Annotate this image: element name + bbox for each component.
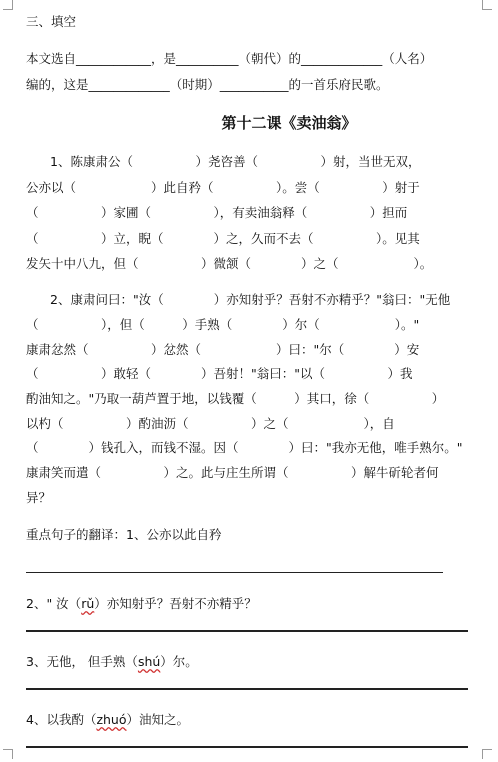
answer-line bbox=[26, 688, 468, 690]
page-corner-mark bbox=[3, 0, 13, 10]
answer-line bbox=[26, 746, 468, 748]
translation-item: 4、以我酌（zhuó）油知之。 bbox=[26, 712, 190, 727]
question-line: 以杓（ ）酌油沥（ ）之（ ），自 bbox=[26, 416, 395, 431]
translation-heading: 重点句子的翻译：1、公亦以此自矜 bbox=[26, 527, 222, 542]
question-line: （ ）钱孔入，而钱不湿。因（ ）曰："我亦无他，唯手熟尔。" bbox=[26, 440, 463, 455]
question-line: （ ）立，睨（ ）之，久而不去（ ）。见其 bbox=[26, 231, 420, 246]
question-line: 康肃忿然（ ）忿然（ ）曰："尔（ ）安 bbox=[26, 342, 420, 357]
question-line: 2、康肃问曰："汝（ ）亦知射乎？吾射不亦精乎？"翁曰："无他 bbox=[50, 292, 451, 307]
question-line: （ ）家圃（ ），有卖油翁释（ ）担而 bbox=[26, 205, 408, 220]
lesson-title: 第十二课《卖油翁》 bbox=[221, 114, 357, 132]
question-line: 公亦以（ ）此自矜（ ）。尝（ ）射于 bbox=[26, 180, 420, 195]
question-line: 发矢十中八九，但（ ）微颔（ ）之（ ）。 bbox=[26, 256, 433, 271]
question-line: 1、陈康肃公（ ）尧咨善（ ）射，当世无双， bbox=[50, 154, 421, 169]
question-line: 酌油知之。"乃取一葫芦置于地，以钱覆（ ）其口，徐（ ） bbox=[26, 391, 445, 406]
question-line: 异？ bbox=[26, 490, 52, 505]
pinyin-annotation: shú bbox=[137, 654, 161, 669]
fill-in-line: 本文选自____________，是__________（朝代）的_____________（人名） bbox=[26, 51, 433, 66]
page-corner-mark bbox=[3, 749, 13, 759]
question-line: 康肃笑而遣（ ）之。此与庄生所谓（ ）解牛斫轮者何 bbox=[26, 465, 439, 480]
section-heading: 三、填空 bbox=[26, 14, 77, 29]
page-corner-mark bbox=[482, 0, 492, 10]
pinyin-annotation: zhuó bbox=[96, 712, 127, 727]
answer-line bbox=[26, 572, 443, 573]
translation-item: 3、无他， 但手熟（shú）尔。 bbox=[26, 654, 198, 669]
question-line: （ ）敢轻（ ）吾射！"翁曰："以（ ）我 bbox=[26, 366, 413, 381]
pinyin-annotation: rǔ bbox=[81, 596, 95, 611]
question-line: （ ），但（ ）手熟（ ）尔（ ）。" bbox=[26, 317, 420, 332]
translation-item: 2、" 汝（rǔ）亦知射乎？吾射不亦精乎？ bbox=[26, 596, 257, 611]
fill-in-line: 编的，这是_____________（时期）___________的一首乐府民歌。 bbox=[26, 77, 389, 92]
page-corner-mark bbox=[482, 749, 492, 759]
answer-line bbox=[26, 630, 468, 632]
